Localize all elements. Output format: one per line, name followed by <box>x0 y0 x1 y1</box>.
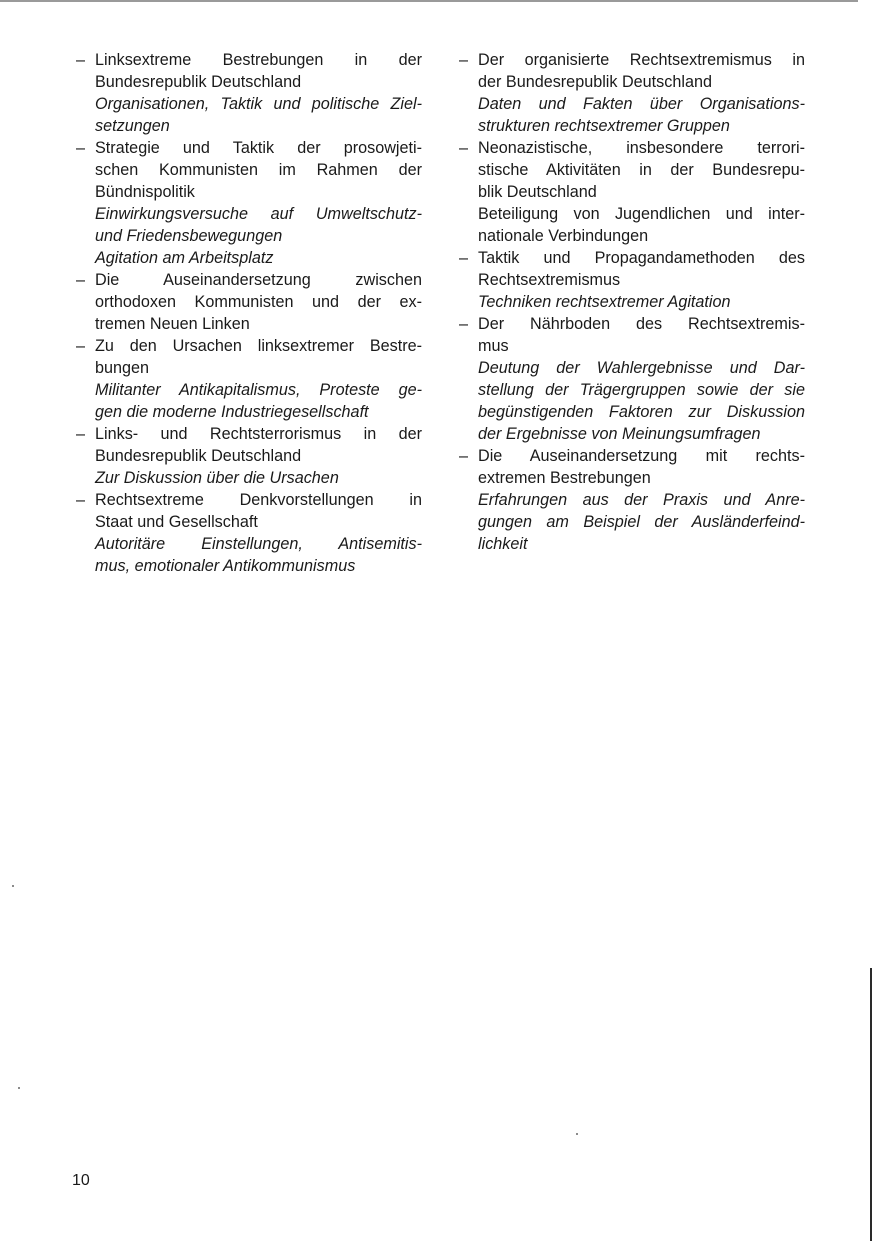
item-heading-line: Beteiligung von Jugendlichen und inter- <box>478 205 805 223</box>
item-heading-line: Strategie und Taktik der prosowjeti- <box>95 139 422 157</box>
item-heading-line: blik Deutschland <box>478 183 597 201</box>
list-dash: – <box>76 425 86 443</box>
item-detail-line: der Ergebnisse von Meinungsumfragen <box>478 425 761 443</box>
item-heading-line: Zu den Ursachen linksextremer Bestre- <box>95 337 422 355</box>
list-item <box>76 269 422 335</box>
scan-speck <box>12 885 14 887</box>
item-detail-line: Autoritäre Einstellungen, Antisemitis- <box>95 535 422 553</box>
page-number: 10 <box>72 1172 90 1189</box>
scan-speck <box>18 1087 20 1089</box>
item-detail-line: gungen am Beispiel der Ausländerfeind- <box>478 513 805 531</box>
list-dash: – <box>76 337 86 355</box>
item-heading-line: Links- und Rechtsterrorismus in der <box>95 425 422 443</box>
item-detail-line: Deutung der Wahlergebnisse und Dar- <box>478 359 805 377</box>
item-heading-line: Staat und Gesellschaft <box>95 513 258 531</box>
list-item <box>459 313 805 445</box>
list-item <box>459 247 805 313</box>
item-detail-line: strukturen rechtsextremer Gruppen <box>478 117 730 135</box>
item-heading-line: Die Auseinandersetzung zwischen <box>95 271 422 289</box>
list-item <box>76 489 422 577</box>
item-detail-line: mus, emotionaler Antikommunismus <box>95 557 356 575</box>
list-dash: – <box>459 249 469 267</box>
item-heading-line: Bundesrepublik Deutschland <box>95 447 302 465</box>
item-detail-line: gen die moderne Industriegesellschaft <box>95 403 369 421</box>
item-heading-line: extremen Bestrebungen <box>478 469 651 487</box>
list-dash: – <box>76 51 86 69</box>
item-heading-line: nationale Verbindungen <box>478 227 649 245</box>
item-detail-line: Zur Diskussion über die Ursachen <box>95 469 339 487</box>
list-item <box>76 423 422 489</box>
item-heading-line: Die Auseinandersetzung mit rechts- <box>478 447 805 465</box>
item-heading-line: bungen <box>95 359 150 377</box>
list-item <box>459 445 805 555</box>
list-dash: – <box>459 51 469 69</box>
list-dash: – <box>459 315 469 333</box>
list-item <box>459 49 805 137</box>
item-heading-line: mus <box>478 337 509 355</box>
list-dash: – <box>76 139 86 157</box>
item-heading-line: stische Aktivitäten in der Bundesrepu- <box>478 161 805 179</box>
item-heading-line: Bundesrepublik Deutschland <box>95 73 302 91</box>
list-dash: – <box>76 491 86 509</box>
item-heading-line: Rechtsextremismus <box>478 271 621 289</box>
top-rule <box>0 0 858 2</box>
item-detail-line: lichkeit <box>478 535 528 553</box>
item-detail-line: Einwirkungsversuche auf Umweltschutz- <box>95 205 422 223</box>
item-detail-line: begünstigenden Faktoren zur Diskussion <box>478 403 805 421</box>
list-item <box>459 137 805 247</box>
item-heading-line: Linksextreme Bestrebungen in der <box>95 51 422 69</box>
item-heading-line: der Bundesrepublik Deutschland <box>478 73 712 91</box>
list-item <box>76 49 422 137</box>
right-column <box>459 49 805 555</box>
item-detail-line: und Friedensbewegungen <box>95 227 283 245</box>
item-heading-line: schen Kommunisten im Rahmen der <box>95 161 422 179</box>
item-detail-line: stellung der Trägergruppen sowie der sie <box>478 381 805 399</box>
item-detail-line: Daten und Fakten über Organisations- <box>478 95 805 113</box>
right-edge-rule <box>870 968 872 1241</box>
item-detail-line: Organisationen, Taktik und politische Ziel- <box>95 95 422 113</box>
list-dash: – <box>76 271 86 289</box>
item-detail-line: Techniken rechtsextremer Agitation <box>478 293 731 311</box>
item-detail-line: Militanter Antikapitalismus, Proteste ge- <box>95 381 422 399</box>
item-detail-line: Agitation am Arbeitsplatz <box>95 249 274 267</box>
item-detail-line: setzungen <box>95 117 170 135</box>
item-heading-line: orthodoxen Kommunisten und der ex- <box>95 293 422 311</box>
left-column <box>76 49 422 577</box>
item-heading-line: Rechtsextreme Denkvorstellungen in <box>95 491 422 509</box>
item-heading-line: Bündnispolitik <box>95 183 195 201</box>
list-item <box>76 335 422 423</box>
item-heading-line: Taktik und Propagandamethoden des <box>478 249 805 267</box>
item-detail-line: Erfahrungen aus der Praxis und Anre- <box>478 491 805 509</box>
item-heading-line: Der organisierte Rechtsextremismus in <box>478 51 805 69</box>
item-heading-line: tremen Neuen Linken <box>95 315 250 333</box>
item-heading-line: Neonazistische, insbesondere terrori- <box>478 139 805 157</box>
scan-speck <box>576 1133 578 1135</box>
list-item <box>76 137 422 269</box>
list-dash: – <box>459 139 469 157</box>
list-dash: – <box>459 447 469 465</box>
item-heading-line: Der Nährboden des Rechtsextremis- <box>478 315 805 333</box>
